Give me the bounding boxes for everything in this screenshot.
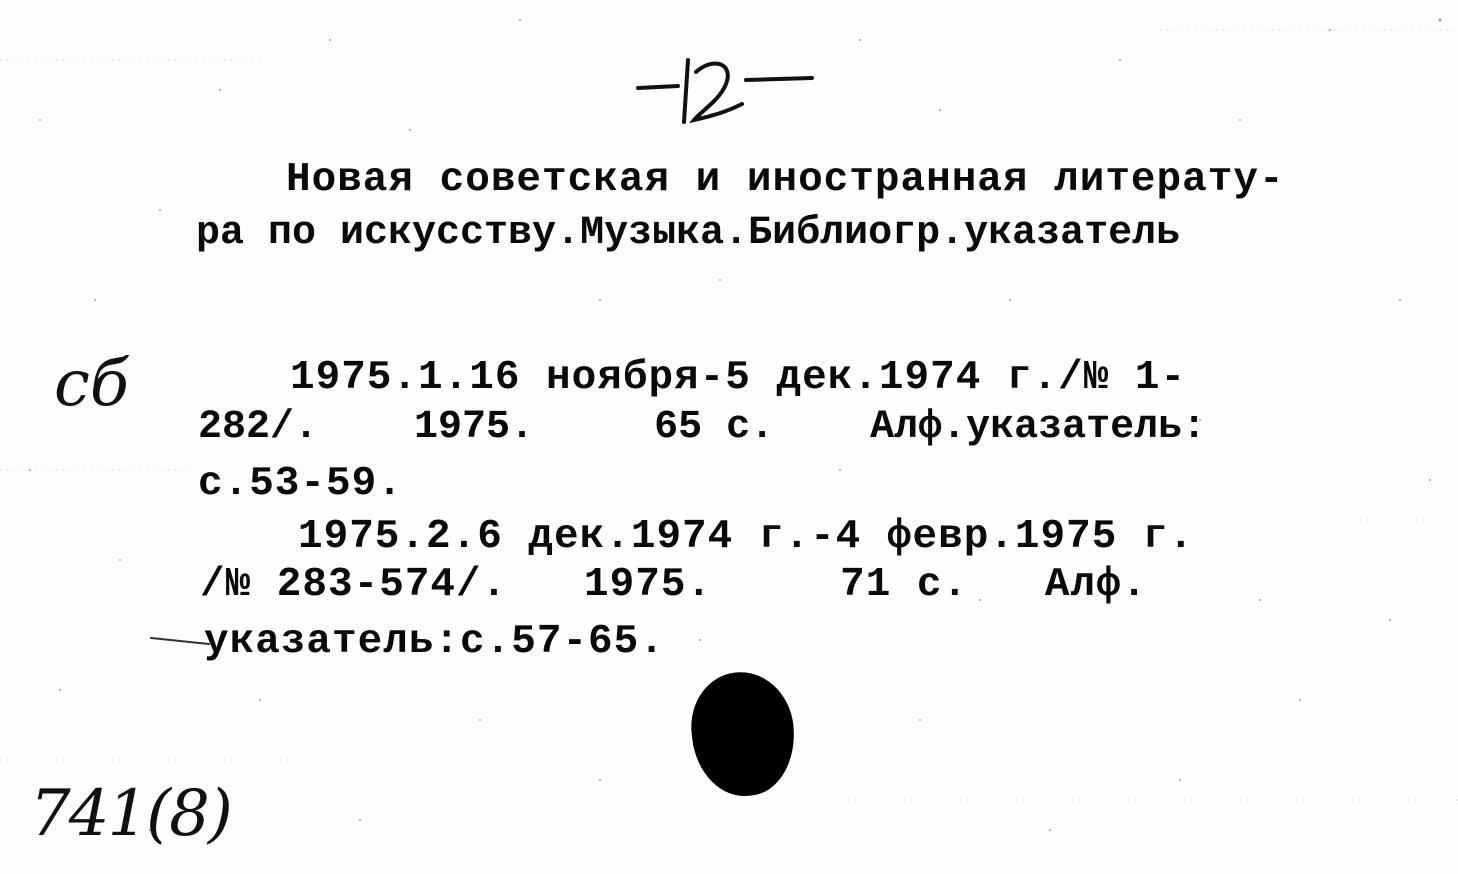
entry-1-line-2: 282/. 1975. 65 с. Алф.указатель: bbox=[198, 405, 1207, 450]
entry-1-line-1: 1975.1.16 ноября-5 дек.1974 г./№ 1- bbox=[290, 355, 1187, 401]
entry-2-line-1: 1975.2.6 дек.1974 г.-4 февр.1975 г. bbox=[298, 514, 1195, 560]
title-line-1: Новая советская и иностранная литерату- bbox=[286, 157, 1285, 203]
entry-2-line-3: указатель:с.57-65. bbox=[204, 619, 665, 665]
page-number-handwritten bbox=[630, 50, 820, 130]
entry-1-line-3: с.53-59. bbox=[198, 461, 403, 507]
entry-2-line-2: /№ 283-574/. 1975. 71 с. Алф. bbox=[200, 562, 1148, 608]
page-number-text: 12 bbox=[630, 50, 631, 51]
margin-note-handwritten: сб bbox=[54, 347, 129, 421]
title-line-2: ра по искусству.Музыка.Библиогр.указатель bbox=[196, 211, 1181, 256]
shelf-mark-handwritten: 741(8) bbox=[30, 777, 231, 851]
